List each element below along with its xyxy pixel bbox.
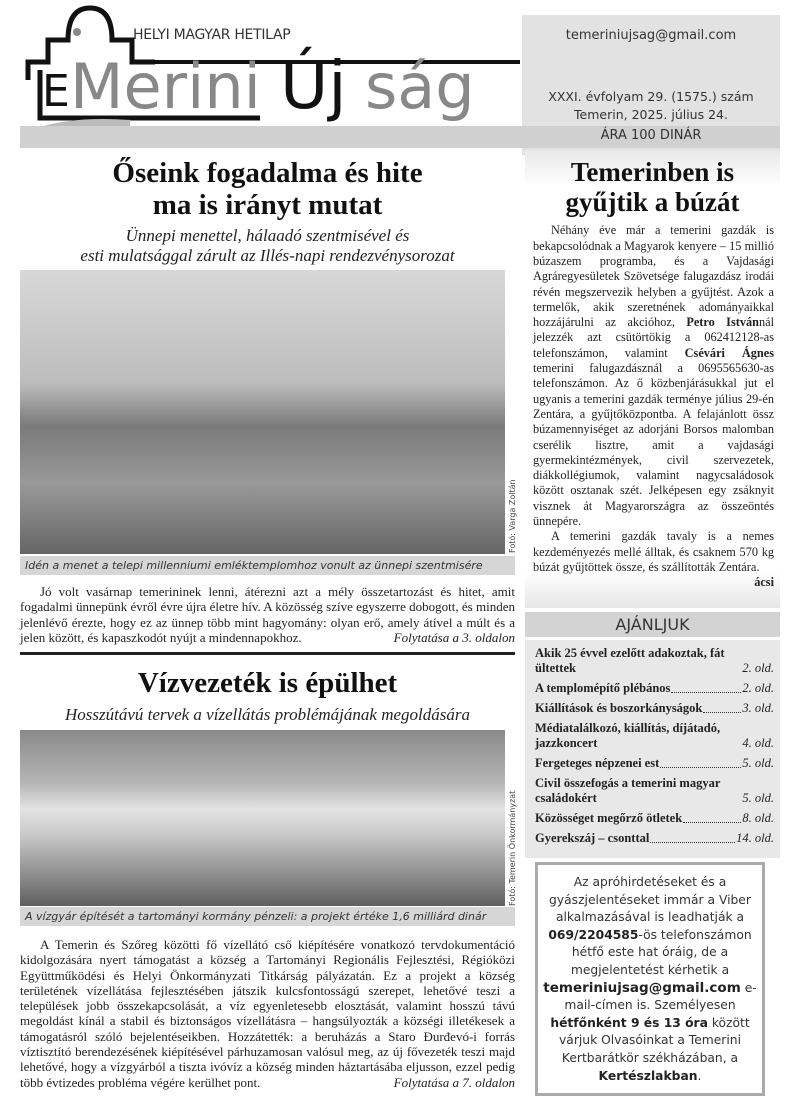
svg-text:E: E	[42, 66, 70, 117]
item-title: Médiatalálkozó, kiállítás, díjátadó, jazzkoncert	[535, 721, 721, 750]
leader-dots	[683, 822, 741, 823]
item-page: 4. old.	[742, 736, 774, 750]
article1-body	[20, 584, 515, 645]
leader-dots	[650, 842, 735, 843]
headline-line: ma is irányt mutat	[152, 188, 383, 221]
text: -ös telefonszámon hétfő este hat óráig, de a megjelentetést kérhetik a	[570, 927, 752, 977]
item-title: Gyerekszáj – csonttal	[535, 831, 650, 845]
item-title: A templomépítő plébános	[535, 681, 671, 695]
phone-number: 069/2204585	[548, 927, 639, 942]
photo-caption: A vízgyár építését a tartományi kormány pénzeli: a projekt értéke 1,6 milliárd dinár	[20, 907, 515, 926]
article2-headline: Vízvezeték is épülhet	[137, 667, 398, 699]
recommended-item[interactable]	[535, 646, 774, 676]
continued-link[interactable]: Folytatása a 3. oldalon	[393, 629, 515, 645]
photo-credit: Fotó: Temerin Önkormányzat	[508, 790, 517, 906]
svg-text:Új: Új	[280, 47, 347, 124]
item-title: Kiállítások és boszorkányságok	[535, 701, 703, 715]
text: e-mail-címen is. Személyesen	[564, 980, 757, 1013]
photo-caption: Idén a menet a telepi millenniumi emléktemplomhoz vonult az ünnepi szentmisére	[20, 556, 515, 575]
issue-date: Temerin, 2025. július 24.	[574, 107, 728, 122]
item-page: 2. old.	[742, 661, 774, 675]
article1-headline	[20, 158, 515, 222]
subtitle-line: esti mulatsággal zárult az Illés-napi rendezvénysorozat	[80, 246, 455, 265]
article2-body	[20, 937, 515, 1090]
issue-number: XXXI. évfolyam 29. (1575.) szám	[548, 89, 754, 104]
recommended-item[interactable]	[535, 701, 774, 716]
paragraph: A temerini gazdák tavaly is a nemes kezdeményezés mellé álltak, és csaknem 570 kg búzát gyűjtöttek össze, és szállították Zentára.	[533, 529, 774, 574]
paragraph	[533, 223, 774, 529]
person-name: Csévári Ágnes	[684, 345, 774, 360]
place: Kertészlakban	[598, 1068, 698, 1083]
body-text: Jó volt vasárnap temerininek lenni, átérezni azt a mély összetartozást és hitet, amit fogadalmi ünnepünk évről évre újra életre hív. A közösség szíve egyszerre dobogott, és minden jelenlévő érezte, hogy ez az ünnep több mint hagyomány: olyan erő, amely átível a múlt és a jelen között, és kapaszkodót nyújt a mindennapokhoz.	[20, 584, 515, 645]
article2-subtitle: Hosszútávú tervek a vízellátás problémájának megoldására	[65, 705, 470, 724]
item-page: 2. old.	[742, 681, 774, 695]
waterworks-photo	[20, 730, 505, 906]
recommended-item[interactable]	[535, 831, 774, 846]
side-article	[525, 150, 780, 608]
recommended-item[interactable]	[535, 776, 774, 806]
text: .	[697, 1068, 702, 1083]
procession-photo	[20, 270, 505, 554]
article1-subtitle	[20, 226, 515, 266]
leader-dots	[660, 767, 741, 768]
item-title: Közösséget megőrző ötletek	[535, 811, 683, 825]
recommended-item[interactable]	[535, 756, 774, 771]
author: ácsi	[754, 575, 774, 590]
recommended-list	[525, 640, 780, 858]
item-title: Civil összefogás a temerini magyar családokért	[535, 776, 721, 805]
recommended-item[interactable]	[535, 681, 774, 696]
contact-email[interactable]: temeriniujsag@gmail.com	[565, 28, 737, 43]
headline-line: gyűjtik a búzát	[565, 186, 740, 217]
issue-info	[522, 88, 780, 124]
item-page: 14. old.	[736, 831, 774, 845]
price: ÁRA 100 DINÁR	[600, 128, 702, 143]
item-page: 5. old.	[742, 791, 774, 805]
divider	[20, 652, 515, 655]
recommended-item[interactable]	[535, 721, 774, 751]
item-page: 5. old.	[742, 756, 774, 770]
item-page: 8. old.	[742, 811, 774, 825]
headline-line: Őseink fogadalma és hite	[112, 157, 423, 189]
notice-box	[535, 862, 765, 1096]
text: temerini falugazdásznál a 0695565630-as telefonszámon. Az ő közbenjárásukkal jut el ugyanis a temerini gazdák terménye július 29-én Zentára, a gyűjtőközpontba. A felajánlott össz búzamennyiséget az adorjáni Borsos malomban cserélik lisztre, amit a vajdasági gyermekintézmények, civil szervezetek, diákkollégiumok, valamint nagycsaládosok között osztanak szét. Jelképesen egy zsáknyit visznek át Magyarországra az összeöntés ünnepére.	[533, 361, 774, 529]
text: Néhány éve már a temerini gazdák is bekapcsolódnak a Magyarok kenyere – 15 millió búzaszem programba, és a Vajdasági Agráregyesületek Szövetsége falugazdász irodái révén megszervezik helyben a gyűjtést. Azok a termelők, akik szeretnének adományaikkal hozzájárulni az akcióhoz,	[533, 223, 774, 330]
text: között várjuk Olvasóinkat a Temerini Kertbarátkör székházában, a	[559, 1015, 750, 1065]
svg-text:Merini: Merini	[70, 50, 261, 123]
leader-dots	[671, 692, 741, 693]
item-page: 3. old.	[742, 701, 774, 715]
tagline: HELYI MAGYAR HETILAP	[133, 27, 291, 43]
body-text: A Temerin és Szőreg közötti fő vízellátó cső kiépítésére vonatkozó tervdokumentáció kidolgozására nyert támogatást a község a Tartományi Regionális Fejlesztési, Régióközi Együttműködési és Helyi Önkormányzati Titkárság pályázatán. Ez a projekt a község területének vízellátása fejlesztésében játszik kulcsfontosságú szerepet, lehetővé teszi a települések jobb összekapcsolását, a víz egyenletesebb elosztását, valamint hosszú távú megoldást kínál a stabil és biztonságos vízellátásra – hangsúlyozták a községi illetékesek a támogatásról szóló bejelentéseikben. Hozzátették: a beruházás a Staro Đurđevó-i forrás víztisztító berendezésének kiépítésével párhuzamosan valósul meg, az új fővezeték teszi majd lehetővé, hogy a vízgyárból a tiszta ivóvíz a község minden háztartásába eljusson, ezzel pedig több évtizedes probléma végére kerülhet pont.	[20, 937, 515, 1090]
recommended-heading: AJÁNLJUK	[525, 612, 780, 637]
side-headline	[525, 158, 780, 217]
leader-dots	[703, 712, 741, 713]
subtitle-line: Ünnepi menettel, hálaadó szentmisével és	[125, 226, 410, 245]
text: nál jelezzék azt csütörtökig a 062412128-as telefonszámon, valamint	[533, 315, 775, 360]
text: Az apróhirdetéseket és a gyászjelentéseket immár a Viber alkalmazásával is leadhatják a	[549, 875, 751, 925]
item-title: Fergeteges népzenei est	[535, 756, 660, 770]
headline-line: Temerinben is	[570, 157, 735, 187]
office-hours: hétfőnként 9 és 13 óra	[550, 1015, 708, 1030]
notice-email[interactable]: temeriniujsag@gmail.com	[543, 979, 741, 996]
item-title: Akik 25 évvel ezelőtt adakoztak, fát ültettek	[535, 646, 725, 675]
recommended-item[interactable]	[535, 811, 774, 826]
photo-credit: Fotó: Varga Zoltán	[508, 479, 517, 553]
side-body	[525, 223, 780, 590]
svg-text:ság: ság	[365, 50, 475, 123]
continued-link[interactable]: Folytatása a 7. oldalon	[393, 1074, 515, 1090]
person-name: Petro István	[686, 315, 759, 330]
